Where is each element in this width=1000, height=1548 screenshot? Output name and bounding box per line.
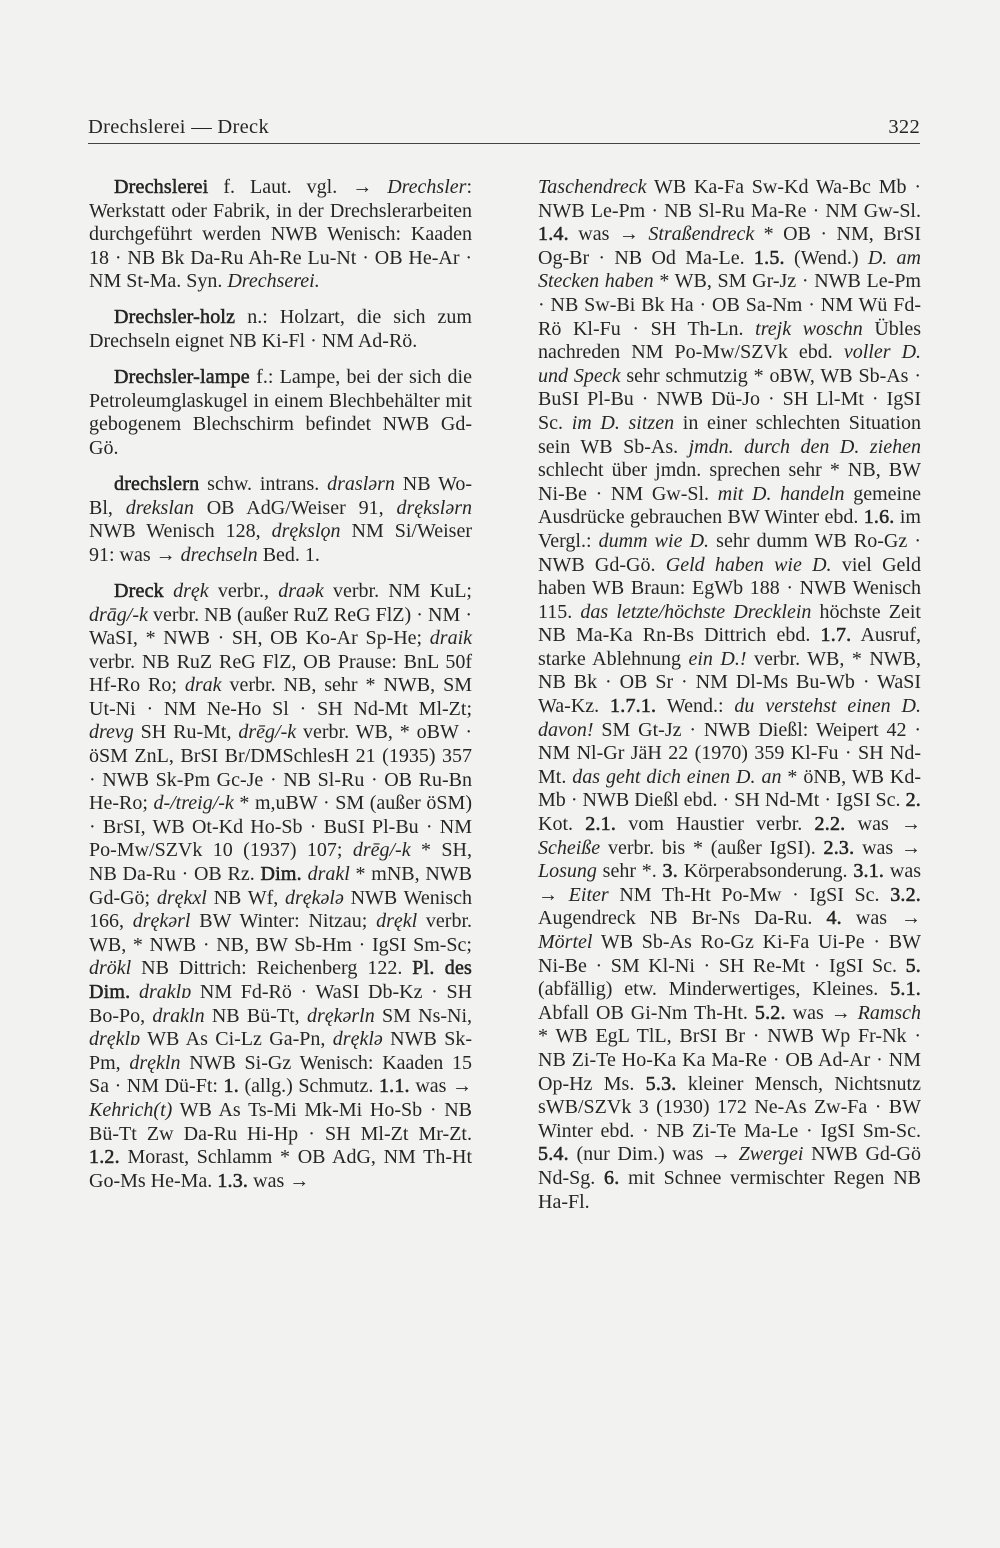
left-column xyxy=(89,176,472,1206)
entry-dreck: Dreck dręk verbr., draək verbr. NM KuL; drāg/-k verbr. NB (außer RuZ ReG FlZ) · NM · WaSI, * NWB · SH, OB Ko-Ar Sp-He; draik verbr. NB RuZ ReG FlZ, OB Prause: BnL 50f Hf-Ro Ro; drak verbr. NB, sehr * NWB, SM Ut-Ni · NM Ne-Ho Sl · SH Nd-Mt Ml-Zt; drevg SH Ru-Mt, drēg/-k verbr. WB, * oBW · öSM ZnL, BrSI Br/DMSchlesH 21 (1935) 357 · NWB Sk-Pm Gc-Je · NB Sl-Ru · OB Ru-Bn He-Ro; d-/treig/-k * m,uBW · SM (außer öSM) · BrSI, WB Ot-Kd Ho-Sb · BuSI Pl-Bu · NM Po-Mw/SZVk 10 (1937) 107; drēg/-k * SH, NB Da-Ru · OB Rz. Dim. drakl * mNB, NWB Gd-Gö; drękxl NB Wf, drękələ NWB Wenisch 166, drękərl BW Winter: Nitzau; drękl verbr. WB, * NWB · NB, BW Sb-Hm · IgSI Sm-Sc; drökl NB Dittrich: Reichenberg 122. Pl. des Dim. draklɒ NM Fd-Rö · WaSI Db-Kz · SH Bo-Po, drakln NB Bü-Tt, drękərln SM Ns-Ni, dręklɒ WB As Ci-Lz Ga-Pn, dręklə NWB Sk-Pm, drękln NWB Si-Gz Wenisch: Kaaden 15 Sa · NM Dü-Ft: 1. (allg.) Schmutz. 1.1. was → Kehrich(t) WB As Ts-Mi Mk-Mi Ho-Sb · NB Bü-Tt Zw Da-Ru Hi-Hp · SH Ml-Zt Mr-Zt. 1.2. Morast, Schlamm * OB AdG, NM Th-Ht Go-Ms He-Ma. 1.3. was → xyxy=(89,579,473,1192)
entry-drechsler-holz: Drechsler-holz n.: Holzart, die sich zum Drechseln eignet NB Ki-Fl · NM Ad-Rö. xyxy=(89,306,472,353)
entry-drechslern: drechslern schw. intrans. draslərn NB Wo-Bl, drekslan OB AdG/Weiser 91, drękslərn NWB Wenisch 128, drękslǫn NM Si/Weiser 91: was → drechseln Bed. 1. xyxy=(89,473,472,566)
running-head xyxy=(88,116,920,139)
running-head-title: Drechslerei — Dreck xyxy=(88,116,270,138)
entry-drechsler-lampe: Drechsler-lampe f.: Lampe, bei der sich die Petroleumglaskugel in einem Blechbehälter mit gebogenem Blechschirm befindet NWB Gd-Gö. xyxy=(89,366,472,459)
header-rule xyxy=(88,143,920,144)
entry-drechslerei: Drechslerei f. Laut. vgl. → Drechsler: Werkstatt oder Fabrik, in der Drechslerarbeiten durchgeführt werden NWB Wenisch: Kaaden 18 · NB Bk Da-Ru Ah-Re Lu-Nt · OB He-Ar · NM St-Ma. Syn. Drechserei. xyxy=(89,176,472,293)
right-column xyxy=(538,176,921,1227)
entry-dreck-continued: Taschendreck WB Ka-Fa Sw-Kd Wa-Bc Mb · NWB Le-Pm · NB Sl-Ru Ma-Re · NM Gw-Sl. 1.4. was → Straßendreck * OB · NM, BrSI Og-Br · NB Od Ma-Le. 1.5. (Wend.) D. am Stecken haben * WB, SM Gr-Jz · NWB Le-Pm · NB Sw-Bi Bk Ha · OB Sa-Nm · NM Wü Fd-Rö Kl-Fu · SH Th-Ln. trejk woschn Übles nachreden NM Po-Mw/SZVk ebd. voller D. und Speck sehr schmutzig * oBW, WB Sb-As · BuSI Pl-Bu · NWB Dü-Jo · SH Ll-Mt · IgSI Sc. im D. sitzen in einer schlechten Situation sein WB Sb-As. jmdn. durch den D. ziehen schlecht über jmdn. sprechen sehr * NB, BW Ni-Be · NM Gw-Sl. mit D. handeln gemeine Ausdrücke gebrauchen BW Winter ebd. 1.6. im Vergl.: dumm wie D. sehr dumm WB Ro-Gz · NWB Gd-Gö. Geld haben wie D. viel Geld haben WB Braun: EgWb 188 · NWB Wenisch 115. das letzte/höchste Drecklein höchste Zeit NB Ma-Ka Rn-Bs Dittrich ebd. 1.7. Ausruf, starke Ablehnung ein D.! verbr. WB, * NWB, NB Bk · OB Sr · NM Dl-Ms Bu-Wb · WaSI Wa-Kz. 1.7.1. Wend.: du verstehst einen D. davon! SM Gt-Jz · NWB Dießl: Weipert 42 · NM Nl-Gr JäH 22 (1970) 359 Kl-Fu · SH Nd-Mt. das geht dich einen D. an * öNB, WB Kd-Mb · NWB Dießl ebd. · SH Nd-Mt · IgSI Sc. 2. Kot. 2.1. vom Haustier verbr. 2.2. was → Scheiße verbr. bis * (außer IgSI). 2.3. was → Losung sehr *. 3. Körperabsonderung. 3.1. was → Eiter NM Th-Ht Po-Mw · IgSI Sc. 3.2. Augendreck NB Br-Ns Da-Ru. 4. was → Mörtel WB Sb-As Ro-Gz Ki-Fa Ui-Pe · BW Ni-Be · SM Kl-Ni · SH Re-Mt · IgSI Sc. 5. (abfällig) etw. Minderwertiges, Kleines. 5.1. Abfall OB Gi-Nm Th-Ht. 5.2. was → Ramsch * WB EgL TlL, BrSI Br · NWB Wp Fr-Nk · NB Zi-Te Ho-Ka Ka Ma-Re · OB Ad-Ar · NM Op-Hz Ms. 5.3. kleiner Mensch, Nichtsnutz sWB/SZVk 3 (1930) 172 Ne-As Zw-Fa · BW Winter ebd. · NB Zi-Te Ma-Le · IgSI Sm-Sc. 5.4. (nur Dim.) was → Zwergei NWB Gd-Gö Nd-Sg. 6. mit Schnee vermischter Regen NB Ha-Fl. xyxy=(538,176,922,1213)
page-number: 322 xyxy=(888,116,920,138)
